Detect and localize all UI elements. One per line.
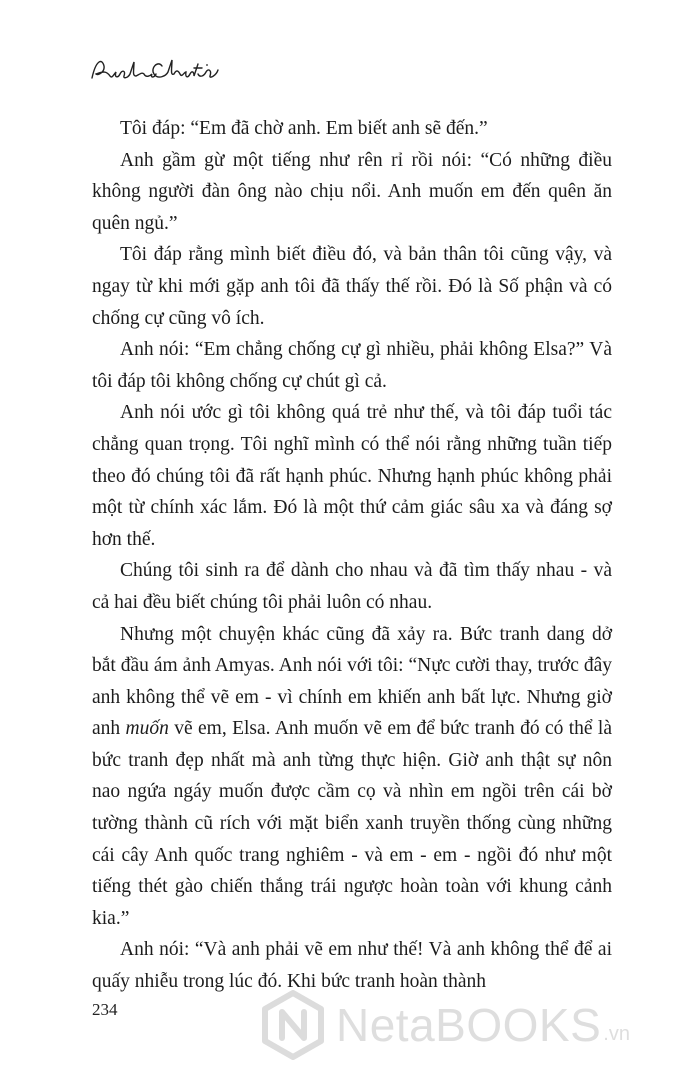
netabooks-logo-icon <box>258 990 328 1060</box>
paragraph: Anh nói: “Và anh phải vẽ em như thế! Và anh không thể để ai quấy nhiễu trong lúc đó. Khi bức tranh hoàn thành <box>92 939 612 993</box>
paragraph-text: Nhưng một chuyện khác cũng đã xảy ra. Bức tranh dang dở bắt đầu ám ảnh Amyas. Anh nói với tôi: “Nực cười thay, trước đây anh không thể vẽ em - vì chính em khiến anh bất lực. Nhưng giờ anh <box>92 623 612 740</box>
paragraph: Anh nói ước gì tôi không quá trẻ như thế, và tôi đáp tuổi tác chẳng quan trọng. Tôi nghĩ mình có thể nói rằng những tuần tiếp theo đó chúng tôi đã rất hạnh phúc. Nhưng hạnh phúc không phải một từ chính xác lắm. Đó là một thứ cảm giác sâu xa và đáng sợ hơn thế. <box>92 402 612 550</box>
watermark <box>258 990 630 1060</box>
paragraph: Tôi đáp: “Em đã chờ anh. Em biết anh sẽ đến.” <box>120 118 488 139</box>
emphasized-word: muốn <box>125 718 169 740</box>
body-text <box>92 113 612 998</box>
paragraph-text: vẽ em, Elsa. Anh muốn vẽ em để bức tranh đó có thể là bức tranh đẹp nhất mà anh từng thực hiện. Giờ anh thật sự nôn nao ngứa ngáy muốn được cầm cọ và nhìn em ngồi trên cái bờ tường thành cũ rích với mặt biển xanh truyền thống cùng những cái cây Anh quốc trang nghiêm - và em - em - ngồi đó như một tiếng thét gào chiến thắng trái ngược hoàn toàn với khung cảnh kia.” <box>92 718 613 929</box>
author-signature-graphic <box>88 52 223 86</box>
author-signature <box>88 52 223 86</box>
paragraph <box>92 619 612 935</box>
page-number: 234 <box>92 1000 118 1019</box>
paragraph: Anh gầm gừ một tiếng như rên rỉ rồi nói: “Có những điều không người đàn ông nào chịu nổi. Anh muốn em đến quên ăn quên ngủ.” <box>92 149 612 234</box>
paragraph: Tôi đáp rằng mình biết điều đó, và bản thân tôi cũng vậy, và ngay từ khi mới gặp anh tôi đã thấy thế rồi. Đó là Số phận và có chống cự cũng vô ích. <box>92 244 612 329</box>
watermark-suffix: .vn <box>603 1022 630 1045</box>
paragraph: Chúng tôi sinh ra để dành cho nhau và đã tìm thấy nhau - và cả hai đều biết chúng tôi phải luôn có nhau. <box>92 560 612 613</box>
paragraph: Anh nói: “Em chẳng chống cự gì nhiều, phải không Elsa?” Và tôi đáp tôi không chống cự chút gì cả. <box>92 339 612 392</box>
watermark-brand: NetaBOOKS <box>336 999 602 1051</box>
